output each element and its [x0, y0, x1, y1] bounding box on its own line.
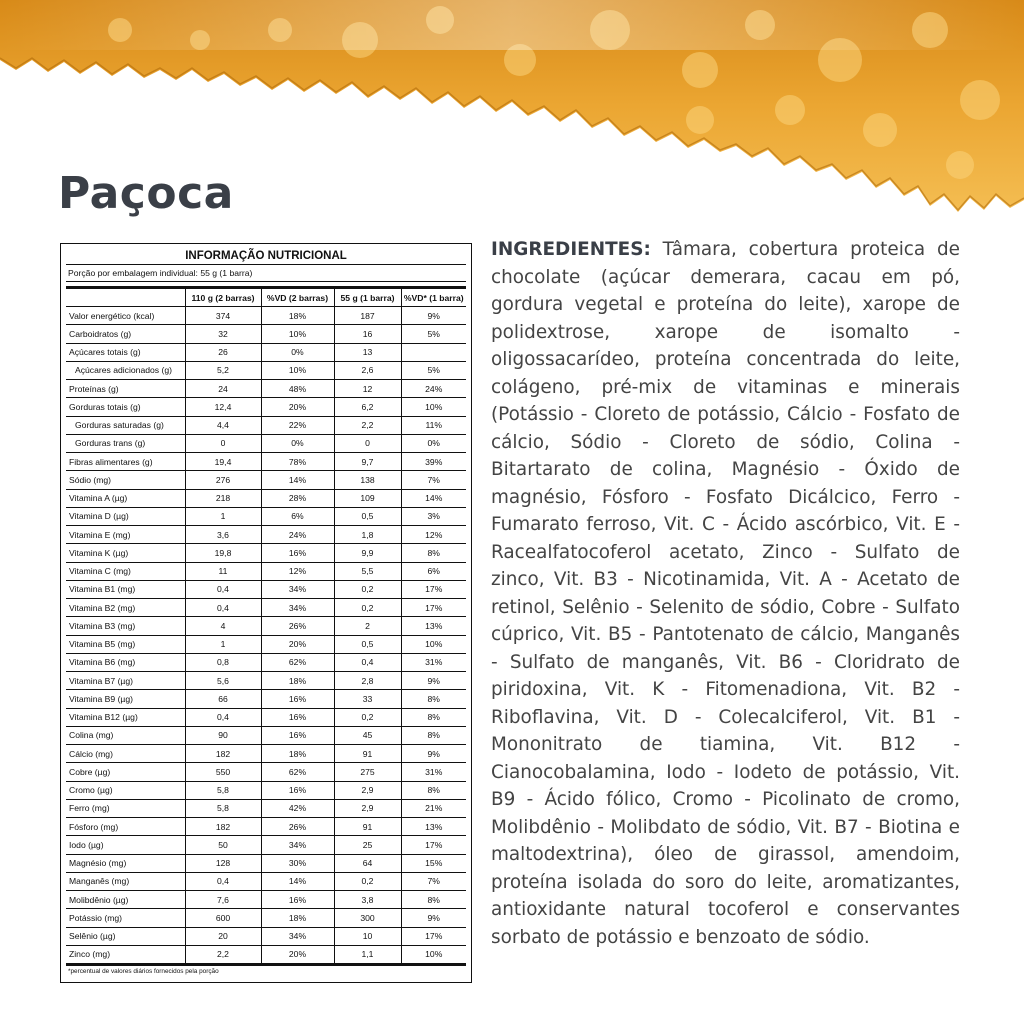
nutrient-value: 6%: [261, 507, 334, 525]
table-row: [66, 745, 466, 763]
table-row: [66, 781, 466, 799]
nutrient-name: Fósforo (mg): [66, 818, 185, 836]
nutrient-value: 26%: [261, 617, 334, 635]
nutrient-value: 600: [185, 909, 261, 927]
nutrient-value: 0,4: [185, 872, 261, 890]
portion-info: Porção por embalagem individual: 55 g (1 barra): [66, 264, 466, 282]
table-row: [66, 580, 466, 598]
nutrient-value: 32: [185, 325, 261, 343]
table-row: [66, 361, 466, 379]
nutrient-value: 62%: [261, 763, 334, 781]
ingredients-label: INGREDIENTES:: [491, 239, 651, 260]
table-row: [66, 927, 466, 945]
nutrient-value: 0,4: [185, 708, 261, 726]
nutrient-value: 5,2: [185, 361, 261, 379]
nutrient-value: 48%: [261, 380, 334, 398]
nutrient-name: Vitamina B12 (µg): [66, 708, 185, 726]
nutrient-name: Gorduras saturadas (g): [66, 416, 185, 434]
nutrition-heading: INFORMAÇÃO NUTRICIONAL: [185, 250, 347, 262]
nutrient-value: 45: [334, 726, 401, 744]
nutrient-value: 1,8: [334, 526, 401, 544]
column-header: %VD (2 barras): [261, 288, 334, 307]
nutrient-value: 3,8: [334, 891, 401, 909]
table-row: [66, 891, 466, 909]
page-title: Paçoca: [58, 168, 234, 219]
table-row: [66, 672, 466, 690]
table-row: [66, 854, 466, 872]
nutrient-value: 9,9: [334, 544, 401, 562]
table-row: [66, 599, 466, 617]
nutrient-value: 18%: [261, 909, 334, 927]
nutrient-name: Proteínas (g): [66, 380, 185, 398]
nutrient-value: 0,5: [334, 507, 401, 525]
nutrient-value: 14%: [401, 489, 466, 507]
nutrient-value: 7,6: [185, 891, 261, 909]
nutrient-value: 19,8: [185, 544, 261, 562]
nutrient-value: 8%: [401, 544, 466, 562]
table-row: [66, 307, 466, 325]
table-row: [66, 453, 466, 471]
nutrient-value: 25: [334, 836, 401, 854]
nutrient-value: 2,9: [334, 781, 401, 799]
table-row: [66, 471, 466, 489]
nutrient-value: 33: [334, 690, 401, 708]
nutrition-grid: [66, 286, 466, 966]
nutrient-name: Vitamina B3 (mg): [66, 617, 185, 635]
nutrient-value: 1,1: [334, 945, 401, 964]
nutrient-value: 276: [185, 471, 261, 489]
nutrient-value: 6%: [401, 562, 466, 580]
nutrient-name: Selênio (µg): [66, 927, 185, 945]
ingredients-list: Tâmara, cobertura proteica de chocolate (açúcar demerara, cacau em pó, gordura vegetal e proteína do leite), xarope de polidextrose, xarope de isomalto - oligossacarídeo, proteína concentrada do leite, colágeno, pré-mix de vitaminas e minerais (Potássio - Cloreto de potássio, Cálcio - Fosfato de cálcio, Sódio - Cloreto de sódio, Colina - Bitartarato de colina, Magnésio - Óxido de magnésio, Fósforo - Fosfato Dicálcico, Ferro - Fumarato ferroso, Vit. C - Ácido ascórbico, Vit. E - Racealfatocoferol acetato, Zinco - Sulfato de zinco, Vit. B3 - Nicotinamida, Vit. A - Acetato de retinol, Selênio - Selenito de sódio, Cobre - Sulfato cúprico, Vit. B5 - Pantotenato de cálcio, Manganês - Sulfato de manganês, Vit. B6 - Cloridrato de piridoxina, Vit. K - Fitomenadiona, Vit. B2 - Riboflavina, Vit. D - Colecalciferol, Vit. B1 - Mononitrato de tiamina, Vit. B12 - Cianocobalamina, Iodo - Iodeto de potássio, Vit. B9 - Ácido fólico, Cromo - Picolinato de cromo, Molibdênio - Molibdato de sódio, Vit. B7 - Biotina e maltodextrina), óleo de girassol, amendoim, proteína isolada do soro do leite, aromatizantes, antioxidante natural tocoferol e conservantes sorbato de potássio e benzoato de sódio.: [491, 239, 960, 948]
nutrient-value: 16: [334, 325, 401, 343]
nutrient-value: 0: [185, 434, 261, 452]
nutrient-value: 26%: [261, 818, 334, 836]
nutrient-value: 26: [185, 343, 261, 361]
nutrient-value: [401, 343, 466, 361]
nutrient-value: 14%: [261, 471, 334, 489]
nutrient-name: Vitamina B5 (mg): [66, 635, 185, 653]
nutrient-value: 182: [185, 818, 261, 836]
nutrient-value: 8%: [401, 726, 466, 744]
nutrient-value: 300: [334, 909, 401, 927]
nutrient-value: 9%: [401, 307, 466, 325]
nutrient-value: 10%: [261, 325, 334, 343]
nutrient-value: 30%: [261, 854, 334, 872]
nutrient-value: 91: [334, 818, 401, 836]
footnote: *percentual de valores diários fornecidos pela porção: [68, 968, 219, 975]
table-row: [66, 836, 466, 854]
nutrient-name: Carboidratos (g): [66, 325, 185, 343]
nutrient-name: Fibras alimentares (g): [66, 453, 185, 471]
nutrient-value: 8%: [401, 690, 466, 708]
nutrient-value: 0,2: [334, 580, 401, 598]
table-row: [66, 398, 466, 416]
nutrient-value: 11: [185, 562, 261, 580]
nutrient-name: Vitamina K (µg): [66, 544, 185, 562]
nutrient-value: 9,7: [334, 453, 401, 471]
nutrient-value: 128: [185, 854, 261, 872]
nutrient-value: 8%: [401, 891, 466, 909]
nutrient-value: 20: [185, 927, 261, 945]
nutrient-value: 17%: [401, 580, 466, 598]
nutrient-value: 16%: [261, 726, 334, 744]
nutrient-value: 42%: [261, 799, 334, 817]
ingredients-text: [491, 236, 960, 951]
nutrient-value: 18%: [261, 672, 334, 690]
nutrient-value: 14%: [261, 872, 334, 890]
nutrient-value: 5,8: [185, 781, 261, 799]
nutrient-value: 31%: [401, 653, 466, 671]
nutrient-value: 5,6: [185, 672, 261, 690]
nutrient-value: 10%: [261, 361, 334, 379]
table-row: [66, 544, 466, 562]
column-header: [66, 288, 185, 307]
nutrient-value: 22%: [261, 416, 334, 434]
nutrient-value: 15%: [401, 854, 466, 872]
nutrient-value: 0,4: [185, 599, 261, 617]
table-row: [66, 690, 466, 708]
table-row: [66, 635, 466, 653]
nutrient-value: 28%: [261, 489, 334, 507]
nutrient-value: 66: [185, 690, 261, 708]
nutrient-name: Manganês (mg): [66, 872, 185, 890]
nutrient-value: 3,6: [185, 526, 261, 544]
nutrient-value: 9%: [401, 745, 466, 763]
nutrient-value: 0,2: [334, 872, 401, 890]
nutrient-name: Potássio (mg): [66, 909, 185, 927]
nutrient-value: 78%: [261, 453, 334, 471]
nutrient-name: Molibdênio (µg): [66, 891, 185, 909]
nutrient-value: 12,4: [185, 398, 261, 416]
table-row: [66, 653, 466, 671]
nutrient-value: 31%: [401, 763, 466, 781]
nutrient-value: 19,4: [185, 453, 261, 471]
nutrient-value: 24%: [401, 380, 466, 398]
table-row: [66, 526, 466, 544]
nutrition-header-row: [66, 288, 466, 307]
table-row: [66, 434, 466, 452]
table-row: [66, 489, 466, 507]
nutrient-value: 16%: [261, 781, 334, 799]
nutrient-value: 10%: [401, 635, 466, 653]
nutrient-value: 16%: [261, 690, 334, 708]
nutrient-value: 5,5: [334, 562, 401, 580]
nutrient-value: 24: [185, 380, 261, 398]
nutrient-value: 90: [185, 726, 261, 744]
nutrient-value: 7%: [401, 872, 466, 890]
nutrient-value: 0,4: [334, 653, 401, 671]
nutrient-name: Iodo (µg): [66, 836, 185, 854]
nutrient-value: 11%: [401, 416, 466, 434]
nutrient-value: 0%: [261, 434, 334, 452]
nutrient-value: 12: [334, 380, 401, 398]
nutrient-value: 62%: [261, 653, 334, 671]
nutrient-name: Vitamina B9 (µg): [66, 690, 185, 708]
nutrient-name: Gorduras trans (g): [66, 434, 185, 452]
nutrient-value: 24%: [261, 526, 334, 544]
nutrient-name: Zinco (mg): [66, 945, 185, 964]
table-row: [66, 562, 466, 580]
nutrient-value: 7%: [401, 471, 466, 489]
nutrient-value: 18%: [261, 745, 334, 763]
nutrient-name: Colina (mg): [66, 726, 185, 744]
nutrient-value: 2,8: [334, 672, 401, 690]
table-row: [66, 872, 466, 890]
nutrient-value: 2,2: [334, 416, 401, 434]
nutrient-value: 91: [334, 745, 401, 763]
nutrient-value: 10%: [401, 398, 466, 416]
nutrient-value: 17%: [401, 599, 466, 617]
nutrient-value: 64: [334, 854, 401, 872]
table-row: [66, 416, 466, 434]
nutrient-value: 9%: [401, 909, 466, 927]
nutrient-value: 9%: [401, 672, 466, 690]
table-row: [66, 726, 466, 744]
nutrient-value: 21%: [401, 799, 466, 817]
nutrient-value: 550: [185, 763, 261, 781]
nutrient-value: 182: [185, 745, 261, 763]
nutrient-name: Cálcio (mg): [66, 745, 185, 763]
nutrient-name: Cromo (µg): [66, 781, 185, 799]
nutrient-value: 20%: [261, 398, 334, 416]
table-row: [66, 617, 466, 635]
nutrient-value: 138: [334, 471, 401, 489]
nutrient-value: 4: [185, 617, 261, 635]
nutrient-value: 8%: [401, 708, 466, 726]
nutrient-value: 17%: [401, 927, 466, 945]
nutrient-name: Vitamina B6 (mg): [66, 653, 185, 671]
nutrient-value: 1: [185, 635, 261, 653]
nutrient-value: 16%: [261, 544, 334, 562]
nutrient-name: Açúcares adicionados (g): [66, 361, 185, 379]
table-row: [66, 708, 466, 726]
table-row: [66, 325, 466, 343]
nutrient-value: 34%: [261, 927, 334, 945]
nutrient-value: 50: [185, 836, 261, 854]
nutrient-value: 16%: [261, 708, 334, 726]
nutrient-value: 6,2: [334, 398, 401, 416]
nutrient-name: Sódio (mg): [66, 471, 185, 489]
nutrient-name: Gorduras totais (g): [66, 398, 185, 416]
nutrient-value: 0%: [401, 434, 466, 452]
nutrient-value: 5,8: [185, 799, 261, 817]
nutrient-value: 13: [334, 343, 401, 361]
column-header: %VD* (1 barra): [401, 288, 466, 307]
nutrient-name: Vitamina C (mg): [66, 562, 185, 580]
nutrient-value: 0%: [261, 343, 334, 361]
nutrient-value: 187: [334, 307, 401, 325]
nutrient-value: 34%: [261, 580, 334, 598]
table-row: [66, 945, 466, 964]
nutrient-value: 0: [334, 434, 401, 452]
nutrient-value: 18%: [261, 307, 334, 325]
table-row: [66, 380, 466, 398]
nutrient-value: 5%: [401, 325, 466, 343]
nutrient-value: 39%: [401, 453, 466, 471]
nutrient-value: 0,4: [185, 580, 261, 598]
nutrient-value: 20%: [261, 635, 334, 653]
nutrient-name: Vitamina A (µg): [66, 489, 185, 507]
nutrient-value: 12%: [401, 526, 466, 544]
nutrient-value: 13%: [401, 617, 466, 635]
nutrient-value: 2: [334, 617, 401, 635]
nutrient-value: 13%: [401, 818, 466, 836]
nutrient-value: 20%: [261, 945, 334, 964]
nutrient-value: 16%: [261, 891, 334, 909]
nutrient-name: Magnésio (mg): [66, 854, 185, 872]
nutrient-name: Vitamina E (mg): [66, 526, 185, 544]
column-header: 110 g (2 barras): [185, 288, 261, 307]
nutrient-value: 275: [334, 763, 401, 781]
table-row: [66, 763, 466, 781]
nutrient-value: 3%: [401, 507, 466, 525]
nutrient-value: 34%: [261, 599, 334, 617]
nutrient-name: Vitamina B2 (mg): [66, 599, 185, 617]
nutrient-value: 2,6: [334, 361, 401, 379]
nutrient-value: 0,8: [185, 653, 261, 671]
nutrient-name: Cobre (µg): [66, 763, 185, 781]
nutrient-name: Ferro (mg): [66, 799, 185, 817]
table-row: [66, 343, 466, 361]
nutrition-facts-table: [60, 243, 472, 983]
nutrient-name: Valor energético (kcal): [66, 307, 185, 325]
nutrient-value: 10%: [401, 945, 466, 964]
nutrient-value: 5%: [401, 361, 466, 379]
nutrient-value: 0,5: [334, 635, 401, 653]
nutrient-value: 109: [334, 489, 401, 507]
nutrient-name: Vitamina D (µg): [66, 507, 185, 525]
table-row: [66, 818, 466, 836]
nutrient-value: 8%: [401, 781, 466, 799]
column-header: 55 g (1 barra): [334, 288, 401, 307]
table-row: [66, 799, 466, 817]
nutrient-value: 17%: [401, 836, 466, 854]
table-row: [66, 507, 466, 525]
nutrient-value: 4,4: [185, 416, 261, 434]
table-row: [66, 909, 466, 927]
nutrient-name: Açúcares totais (g): [66, 343, 185, 361]
nutrient-value: 0,2: [334, 599, 401, 617]
nutrient-value: 0,2: [334, 708, 401, 726]
nutrient-value: 1: [185, 507, 261, 525]
nutrient-value: 374: [185, 307, 261, 325]
nutrient-value: 12%: [261, 562, 334, 580]
nutrient-value: 10: [334, 927, 401, 945]
nutrient-value: 34%: [261, 836, 334, 854]
nutrient-name: Vitamina B7 (µg): [66, 672, 185, 690]
nutrient-name: Vitamina B1 (mg): [66, 580, 185, 598]
nutrient-value: 2,2: [185, 945, 261, 964]
nutrient-value: 2,9: [334, 799, 401, 817]
nutrient-value: 218: [185, 489, 261, 507]
